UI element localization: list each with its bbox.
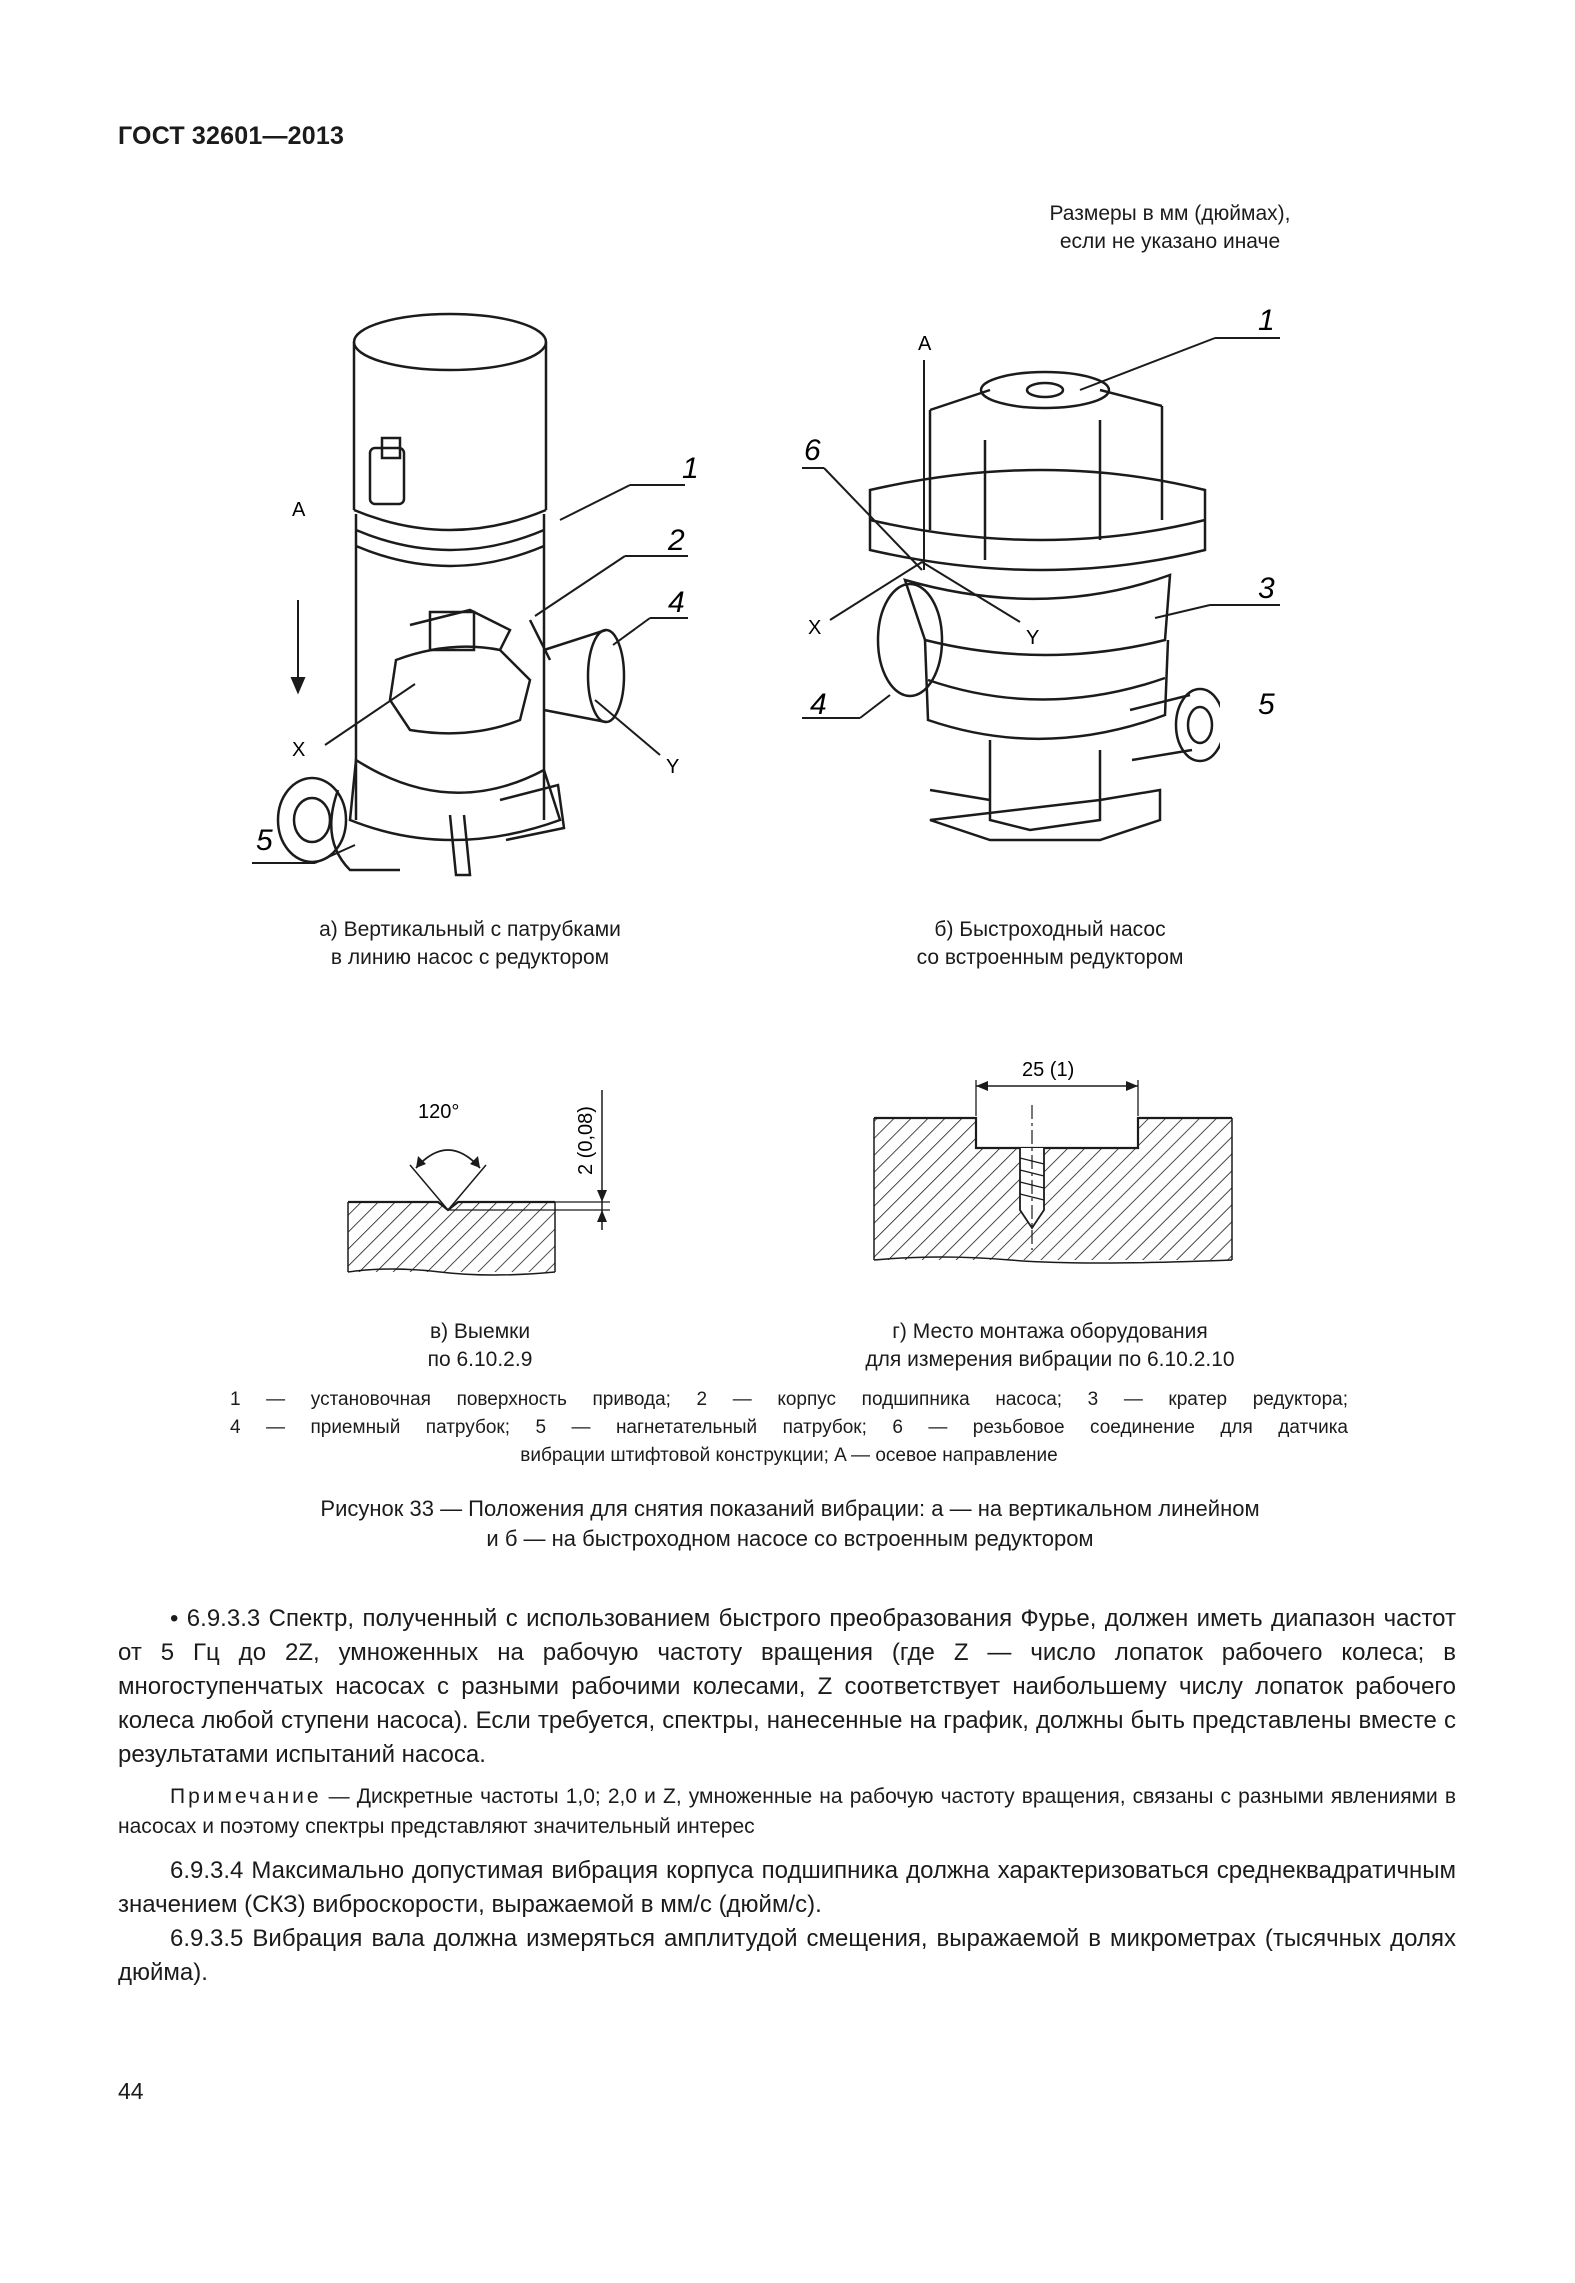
note-label: Примечание xyxy=(170,1785,322,1808)
paragraph-6-9-3-5: 6.9.3.5 Вибрация вала должна измеряться амплитудой смещения, выражаемой в микрометрах (тысячных долях дюйма). xyxy=(118,1925,1456,1986)
page-number: 44 xyxy=(118,2078,144,2104)
figure-v-angle: 120° xyxy=(418,1101,460,1123)
dimensions-note xyxy=(990,200,1350,256)
figure-a-label-4: 4 xyxy=(668,586,685,619)
figure-a-label-x: X xyxy=(292,739,306,761)
figure-b-caption xyxy=(850,916,1250,972)
figure-b-labels xyxy=(790,300,1310,740)
figure-g-width: 25 (1) xyxy=(1022,1059,1075,1081)
figure-caption-line1: Рисунок 33 — Положения для снятия показаний вибрации: а — на вертикальном линейном xyxy=(320,1496,1260,1521)
figure-g-drawing xyxy=(860,1050,1260,1280)
figure-b-label-1: 1 xyxy=(1258,304,1275,337)
dimensions-note-line2: если не указано иначе xyxy=(1059,230,1281,253)
figure-a-label-5: 5 xyxy=(256,824,273,857)
figure-g-caption-line1: г) Место монтажа оборудования xyxy=(892,1320,1208,1343)
document-header: ГОСТ 32601—2013 xyxy=(118,122,345,150)
figure-b-label-3: 3 xyxy=(1258,572,1275,605)
figure-caption-line2: и б — на быстроходном насосе со встроенным редуктором xyxy=(486,1526,1094,1551)
note-paragraph xyxy=(118,1782,1456,1842)
figure-b-label-a: A xyxy=(918,333,932,355)
legend-line3: вибрации штифтовой конструкции; A — осевое направление xyxy=(520,1445,1058,1466)
paragraph-6-9-3-3: • 6.9.3.3 Спектр, полученный с использованием быстрого преобразования Фурье, должен иметь диапазон частот от 5 Гц до 2Z, умноженных на рабочую частоту вращения (где Z — число лопаток рабочего колеса; в многоступенчатых насосах с разными рабочими колесами, Z соответствует наибольшему числу лопаток рабочего колеса любой ступени насоса). Если требуется, спектры, нанесенные на график, должны быть представлены вместе с результатами испытаний насоса. xyxy=(118,1605,1456,1768)
figure-caption xyxy=(210,1494,1370,1554)
figure-a-label-2: 2 xyxy=(668,524,685,557)
figure-b-label-y: Y xyxy=(1026,627,1040,649)
figure-legend xyxy=(230,1386,1348,1470)
figure-a-caption-line2: в линию насос с редуктором xyxy=(330,946,610,969)
paragraph-6-9-3-4: 6.9.3.4 Максимально допустимая вибрация корпуса подшипника должна характеризоваться среднеквадратичным значением (СКЗ) виброскорости, выражаемой в мм/с (дюйм/с). xyxy=(118,1857,1456,1918)
dimensions-note-line1: Размеры в мм (дюймах), xyxy=(1049,202,1291,225)
note-text: — Дискретные частоты 1,0; 2,0 и Z, умноженные на рабочую частоту вращения, связаны с разными явлениями в насосах и поэтому спектры представляют значительный интерес xyxy=(118,1785,1456,1838)
legend-line2: 4 — приемный патрубок; 5 — нагнетательный патрубок; 6 — резьбовое соединение для датчика xyxy=(230,1417,1348,1438)
figure-v-depth: 2 (0,08) xyxy=(575,1106,597,1175)
figure-v-caption-line2: по 6.10.2.9 xyxy=(427,1348,533,1371)
figure-g-caption-line2: для измерения вибрации по 6.10.2.10 xyxy=(865,1348,1235,1371)
figure-b-caption-line1: б) Быстроходный насос xyxy=(934,918,1166,941)
figure-v-caption-line1: в) Выемки xyxy=(429,1320,531,1343)
figure-b-labels-lower xyxy=(800,680,1300,740)
figure-a-caption xyxy=(260,916,680,972)
legend-line1: 1 — установочная поверхность привода; 2 — корпус подшипника насоса; 3 — кратер редуктора; xyxy=(230,1389,1348,1410)
figure-a-labels xyxy=(230,440,710,880)
figure-v-drawing xyxy=(330,1080,630,1280)
figure-b-label-5: 5 xyxy=(1258,688,1275,721)
figure-v-caption xyxy=(330,1318,630,1374)
figure-a-caption-line1: а) Вертикальный с патрубками xyxy=(319,918,621,941)
figure-b-label-x: X xyxy=(808,617,822,639)
figure-b-caption-line2: со встроенным редуктором xyxy=(916,946,1184,969)
figure-a-label-1: 1 xyxy=(682,452,699,485)
figure-b-label-4: 4 xyxy=(810,688,827,721)
figure-a-label-y: Y xyxy=(666,756,680,778)
figure-g-caption xyxy=(820,1318,1280,1374)
figure-a-label-a: A xyxy=(292,499,306,521)
body-text xyxy=(118,1602,1456,1990)
figure-b-label-6: 6 xyxy=(804,434,821,467)
